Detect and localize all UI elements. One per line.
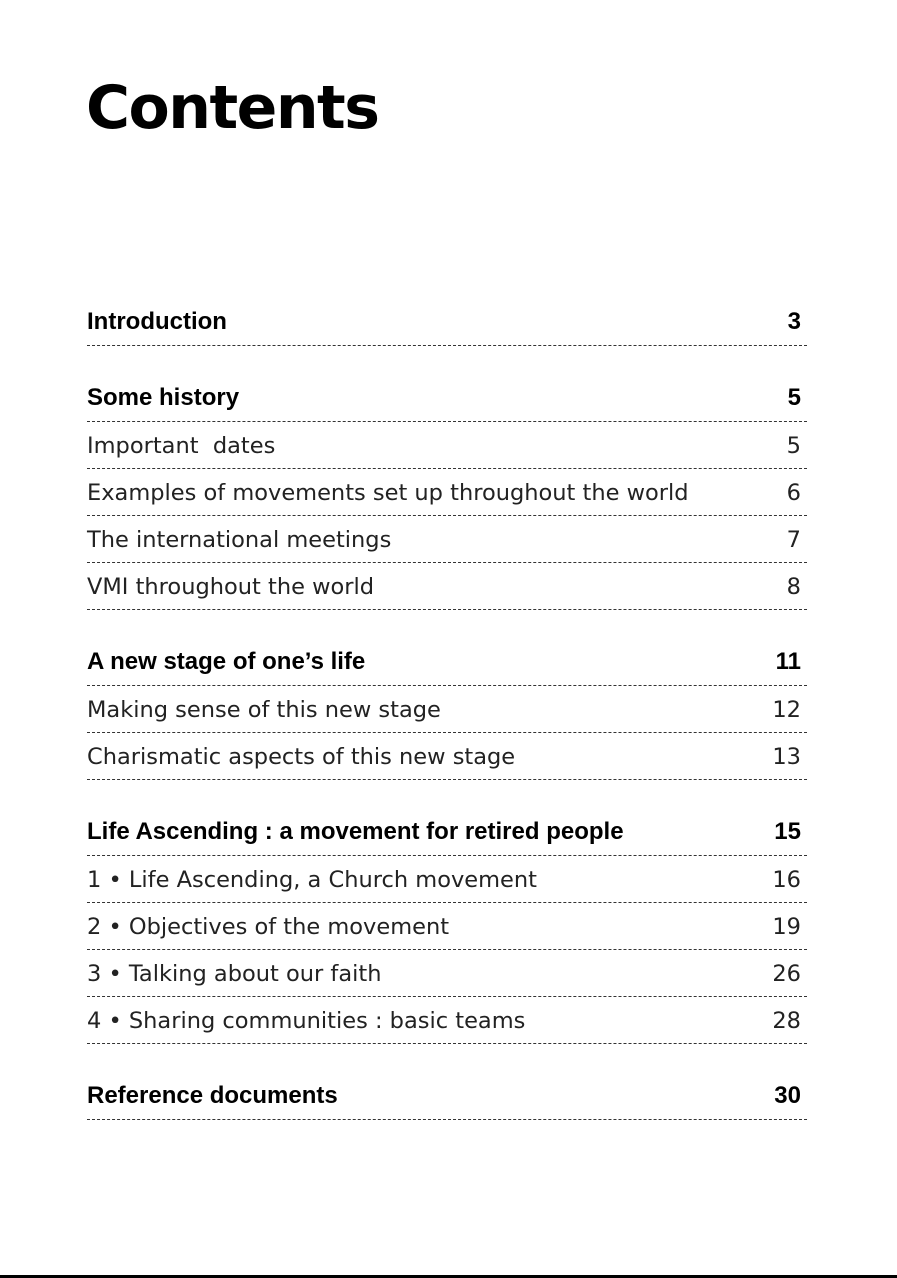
toc-heading-label: Some history [87, 384, 240, 411]
toc-heading[interactable] [87, 810, 807, 856]
toc-entry[interactable] [87, 686, 807, 733]
toc-section-new-stage [87, 640, 807, 780]
toc-section-some-history [87, 376, 807, 610]
toc-entry[interactable] [87, 469, 807, 516]
toc-page-number: 5 [787, 384, 801, 411]
toc-entry-label: 4 • Sharing communities : basic teams [87, 1008, 526, 1034]
toc-entry-label: The international meetings [87, 527, 392, 553]
toc-entry[interactable] [87, 950, 807, 997]
toc-entry-label: Important dates [87, 433, 276, 459]
toc-page-number: 26 [772, 961, 801, 987]
toc-page-number: 5 [786, 433, 801, 459]
toc-page-number: 30 [774, 1082, 801, 1109]
toc-page-number: 13 [772, 744, 801, 770]
toc-entry-label: 1 • Life Ascending, a Church movement [87, 867, 537, 893]
toc-entry-label: 3 • Talking about our faith [87, 961, 382, 987]
toc-heading[interactable] [87, 1074, 807, 1120]
toc-page-number: 19 [772, 914, 801, 940]
toc-heading[interactable] [87, 300, 807, 346]
toc-entry[interactable] [87, 997, 807, 1044]
table-of-contents [87, 300, 807, 1150]
toc-page-number: 7 [786, 527, 801, 553]
toc-entry-label: Making sense of this new stage [87, 697, 441, 723]
toc-page-number: 6 [786, 480, 801, 506]
page-title: Contents [86, 73, 379, 143]
toc-heading[interactable] [87, 376, 807, 422]
toc-page-number: 15 [774, 818, 801, 845]
toc-page-number: 3 [787, 308, 801, 335]
toc-page-number: 8 [786, 574, 801, 600]
toc-heading-label: Introduction [87, 308, 227, 335]
toc-entry[interactable] [87, 903, 807, 950]
toc-entry-label: Charismatic aspects of this new stage [87, 744, 516, 770]
toc-entry[interactable] [87, 733, 807, 780]
toc-entry[interactable] [87, 516, 807, 563]
toc-section-life-ascending [87, 810, 807, 1044]
toc-heading-label: Reference documents [87, 1082, 338, 1109]
toc-heading-label: A new stage of one’s life [87, 648, 366, 675]
toc-entry-label: VMI throughout the world [87, 574, 375, 600]
toc-page-number: 16 [772, 867, 801, 893]
toc-heading[interactable] [87, 640, 807, 686]
toc-page-number: 11 [775, 648, 801, 675]
toc-heading-label: Life Ascending : a movement for retired people [87, 818, 624, 845]
toc-section-introduction [87, 300, 807, 346]
toc-entry-label: 2 • Objectives of the movement [87, 914, 450, 940]
toc-entry-label: Examples of movements set up throughout the world [87, 480, 689, 506]
toc-page-number: 12 [772, 697, 801, 723]
toc-section-reference-documents [87, 1074, 807, 1120]
toc-page-number: 28 [772, 1008, 801, 1034]
toc-entry[interactable] [87, 563, 807, 610]
toc-entry[interactable] [87, 856, 807, 903]
toc-entry[interactable] [87, 422, 807, 469]
